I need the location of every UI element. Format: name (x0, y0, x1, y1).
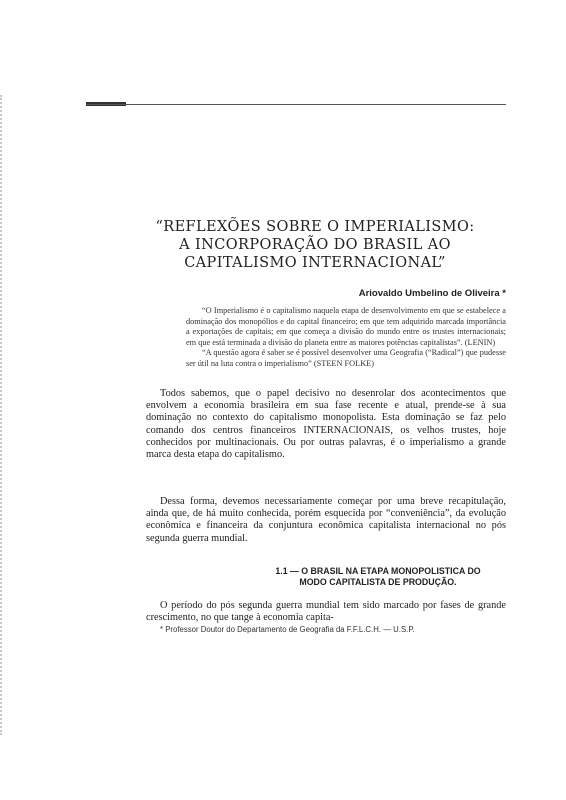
section-heading-line-1: 1.1 — O BRASIL NA ETAPA MONOPOLISTICA DO (275, 566, 481, 576)
title-line-1: “REFLEXÕES SOBRE O IMPERIALISMO: (155, 219, 475, 235)
title-line-2: A INCORPORAÇÃO DO BRASIL AO (179, 237, 451, 253)
top-rule (86, 104, 506, 105)
epigraph (186, 306, 506, 370)
paragraph-text: Todos sabemos, que o papel decisivo no desenrolar dos acontecimentos que envolvem a economia brasileira em sua fase recente e atual, prende-se à sua dominação no contexto do capitalismo monopolista. Esta dominação se faz pelo comando dos centros financeiros INTERNACIONAIS, os velhos trustes, hoje conhecidos por multinacionais. Ou por outras palavras, é o imperialismo a grande marca desta etapa do capitalismo. (146, 388, 506, 461)
title-line-3: CAPITALISMO INTERNACIONAL” (184, 255, 446, 271)
footnote (146, 625, 506, 635)
paragraph-text: O período do pós segunda guerra mundial tem sido marcado por fases de grande crescimento, no que tange à economia capita- (146, 600, 506, 624)
article-title (120, 218, 510, 272)
author-name: Ariovaldo Umbelino de Oliveira * (358, 288, 506, 299)
body-paragraph-2 (146, 496, 506, 545)
body-paragraph-3 (146, 600, 506, 624)
epigraph-quote-folke: “A questão agora é saber se é possível desenvolver uma Geografia (“Radical”) que pudesse ser útil na luta contra o imperialismo” (STEEN FOLKE) (186, 348, 506, 368)
paragraph-text: Dessa forma, devemos necessariamente começar por uma breve recapitulação, ainda que, de há muito conhecida, porém esquecida por “conveniência”, da evolução econômica e financeira da conjuntura econômica capitalista internacional no pós segunda guerra mundial. (146, 496, 506, 544)
footnote-text: * Professor Doutor do Departamento de Geografia da F.F.L.C.H. — U.S.P. (160, 625, 415, 634)
section-heading (250, 566, 506, 588)
body-paragraph-1 (146, 388, 506, 461)
scan-page-edge (0, 95, 14, 735)
section-heading-line-2: MODO CAPITALISTA DE PRODUÇÃO. (299, 577, 457, 587)
epigraph-quote-lenin: “O Imperialismo é o capitalismo naquela etapa de desenvolvimento em que se estabelece a dominação dos monopólios e do capital financeiro; em que tem adquirido marcada importância a exportações de capitais; em que começa a divisão do mundo entre os trustes internacionais; em que está terminada a divisão do planeta entre as maiores potências capitalistas”. (LENIN) (186, 306, 506, 347)
